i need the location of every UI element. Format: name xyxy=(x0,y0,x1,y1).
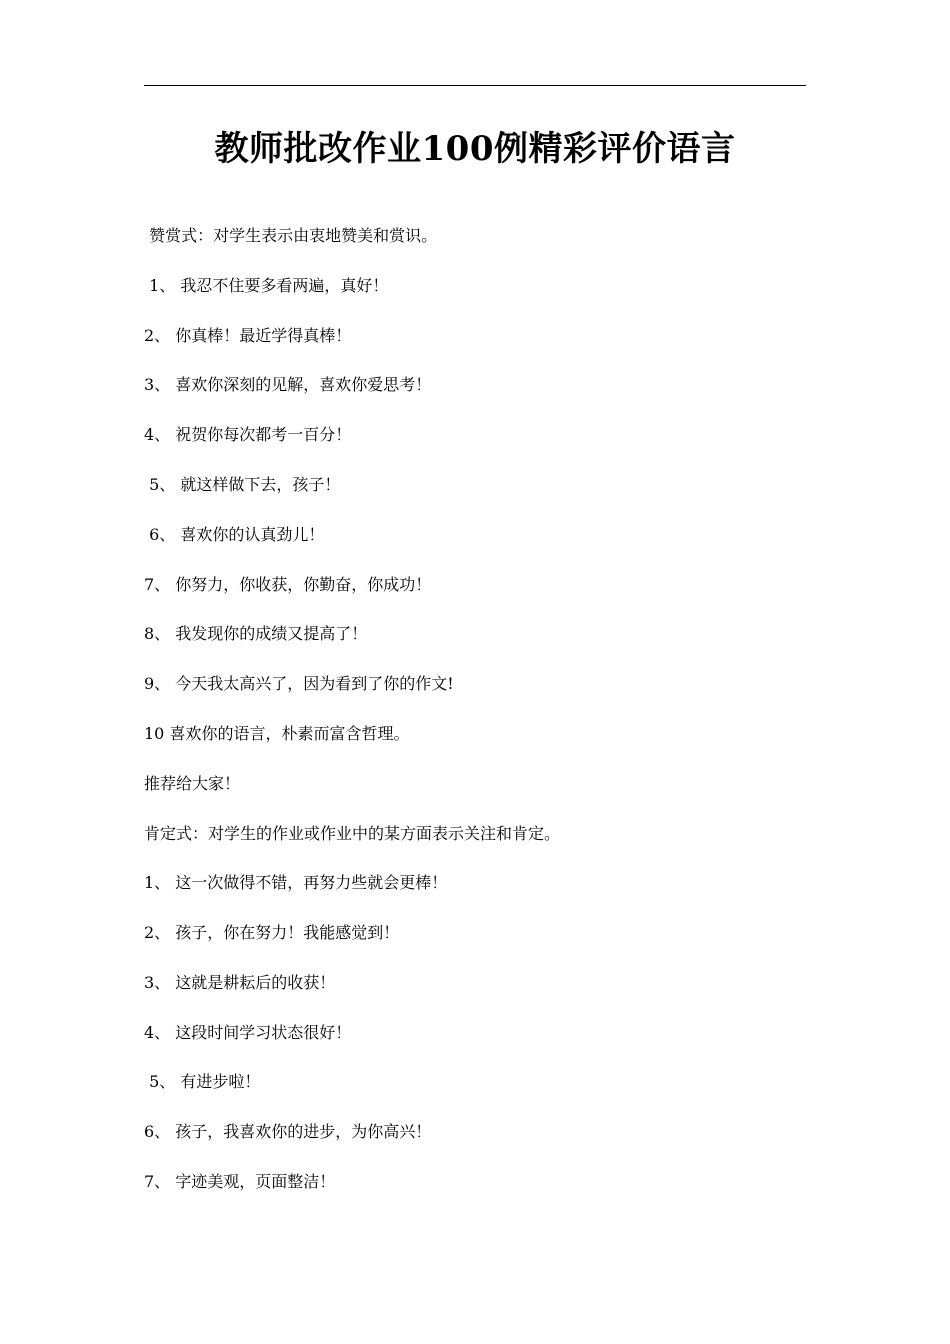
list-item: 10 喜欢你的语言，朴素而富含哲理。 xyxy=(144,724,410,743)
list-item: 1、 这一次做得不错，再努力些就会更棒！ xyxy=(144,873,448,892)
section-heading-affirm: 肯定式：对学生的作业或作业中的某方面表示关注和肯定。 xyxy=(144,824,561,843)
list-item: 9、 今天我太高兴了，因为看到了你的作文! xyxy=(144,674,454,693)
list-item: 2、 你真棒！最近学得真棒！ xyxy=(144,326,352,345)
header-rule xyxy=(144,85,806,86)
list-item: 3、 喜欢你深刻的见解，喜欢你爱思考！ xyxy=(144,375,432,394)
list-item: 5、 就这样做下去，孩子！ xyxy=(144,475,341,494)
list-item: 7、 你努力，你收获，你勤奋，你成功！ xyxy=(144,575,432,594)
list-item: 7、 字迹美观，页面整洁！ xyxy=(144,1172,336,1191)
list-item: 1、 我忍不住要多看两遍，真好！ xyxy=(144,276,389,295)
list-item-continuation: 推荐给大家！ xyxy=(144,774,241,793)
document-title: 教师批改作业100例精彩评价语言 xyxy=(214,129,736,169)
list-item: 3、 这就是耕耘后的收获！ xyxy=(144,973,336,992)
list-item: 4、 这段时间学习状态很好！ xyxy=(144,1023,352,1042)
section-heading-praise: 赞赏式：对学生表示由衷地赞美和赏识。 xyxy=(144,226,438,245)
list-item: 6、 孩子，我喜欢你的进步，为你高兴！ xyxy=(144,1122,432,1141)
list-item: 6、 喜欢你的认真劲儿！ xyxy=(144,525,325,544)
list-item: 8、 我发现你的成绩又提高了！ xyxy=(144,624,368,643)
list-item: 4、 祝贺你每次都考一百分！ xyxy=(144,425,352,444)
list-item: 5、 有进步啦！ xyxy=(144,1072,261,1091)
list-item: 2、 孩子，你在努力！我能感觉到！ xyxy=(144,923,400,942)
